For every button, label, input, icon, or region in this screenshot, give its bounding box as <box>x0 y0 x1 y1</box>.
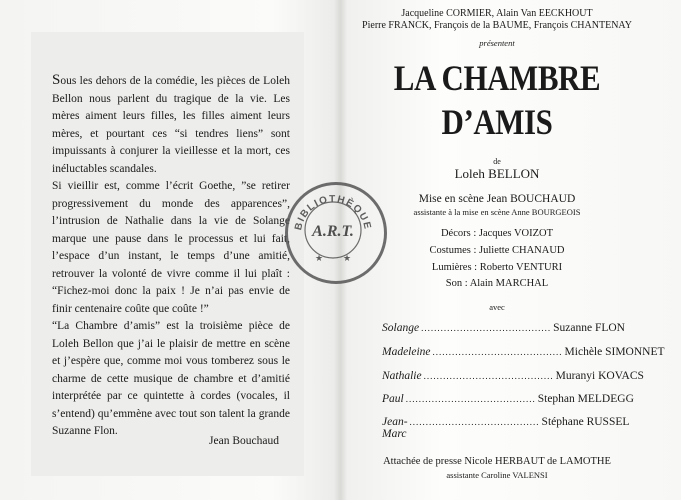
cast-role: Nathalie <box>382 370 422 382</box>
leader-dots: ........................................ <box>421 323 552 333</box>
cast-role: Paul <box>382 393 404 405</box>
left-page-panel <box>31 32 304 476</box>
credit-costumes: Costumes : Juliette CHANAUD <box>429 245 565 256</box>
cast-actor: Suzanne FLON <box>553 322 625 334</box>
cast-role: Jean-Marc <box>382 416 408 440</box>
signature: Jean Bouchaud <box>209 435 279 447</box>
dropcap: S <box>52 72 61 88</box>
stamp-graphic <box>285 182 381 278</box>
leader-dots: ........................................ <box>423 371 554 381</box>
direction-credit: Mise en scène Jean BOUCHAUD <box>418 193 576 205</box>
cast-actor: Muranyi KOVACS <box>555 370 644 382</box>
credit-son: Son : Alain MARCHAL <box>445 278 549 289</box>
right-page <box>337 0 681 500</box>
stamp-center-text: A.R.T. <box>312 223 354 240</box>
author-name: Loleh BELLON <box>454 166 540 181</box>
paragraph-text: ous les dehors de la comédie, les pièces de Loleh Bellon nous parlent du tragique de la vie. Les mères aiment leurs filles, les filles aiment leurs mères, et pourtant ces “si tendres liens” sont impuissants à conjurer la vieillesse et la mort, ces inéluctables scandales. <box>52 75 290 175</box>
library-stamp <box>285 182 387 284</box>
cast-role: Solange <box>382 322 420 334</box>
de-label: de <box>493 157 501 166</box>
play-title-line-2: D’AMIS <box>441 102 553 142</box>
cast-row <box>382 346 665 358</box>
note-paragraph-2: Si vieillir est, comme l’écrit Goethe, ”se retirer progressivement du monde des apparences”, l’intrusion de Nathalie dans la vie de Solange marque une pause dans le processus et lui fait, l’espace d’un instant, le temps d’une amitié, retrouver la volonté de vivre comme il lui plaît : “Fichez-moi donc la paix ! Je n’ai pas envie de finir centenaire coûte que coûte !” <box>52 180 290 315</box>
cast-actor: Stéphane RUSSEL <box>541 416 630 428</box>
cast-row <box>382 370 644 382</box>
note-paragraph-3: “La Chambre d’amis” est la troisième pièce de Loleh Bellon que j’ai le plaisir de mettre en scène et j’espère que, comme moi vous tomberez sous le charme de cette musique de chambre et d’amitié interprétée par ce quintette à cordes (vocales, il s’entend) qu’emmène avec tout son talent la grande Suzanne Flon. <box>52 320 290 437</box>
producers-line-2: Pierre FRANCK, François de la BAUME, François CHANTENAY <box>362 20 632 31</box>
producers-line-1: Jacqueline CORMIER, Alain Van EECKHOUT <box>401 8 593 19</box>
press-assistant: assistante Caroline VALENSI <box>446 470 548 480</box>
star-icon: ★ <box>342 253 352 263</box>
star-icon: ★ <box>314 253 324 263</box>
note-paragraph-1 <box>52 72 290 178</box>
cast-row <box>382 416 630 440</box>
cast-row <box>382 393 634 405</box>
play-title-line-1: LA CHAMBRE <box>393 58 601 98</box>
stamp-top-text: BIBLIOTHÈQUE <box>293 193 373 232</box>
director-note <box>52 72 290 441</box>
assistant-credit: assistante à la mise en scène Anne BOURGEOIS <box>413 207 581 217</box>
leader-dots: ........................................ <box>405 394 536 404</box>
cast-row <box>382 322 625 334</box>
cast-actor: Michèle SIMONNET <box>564 346 665 358</box>
leader-dots: ........................................ <box>409 417 540 427</box>
leader-dots: ........................................ <box>432 347 563 357</box>
credit-decors: Décors : Jacques VOIZOT <box>440 228 554 239</box>
cast-actor: Stephan MELDEGG <box>537 393 634 405</box>
cast-role: Madeleine <box>382 346 431 358</box>
avec-label: avec <box>489 302 505 312</box>
presentent-label: présentent <box>479 38 515 48</box>
credit-lumieres: Lumières : Roberto VENTURI <box>431 262 563 273</box>
press-attache: Attachée de presse Nicole HERBAUT de LAMOTHE <box>383 456 611 467</box>
